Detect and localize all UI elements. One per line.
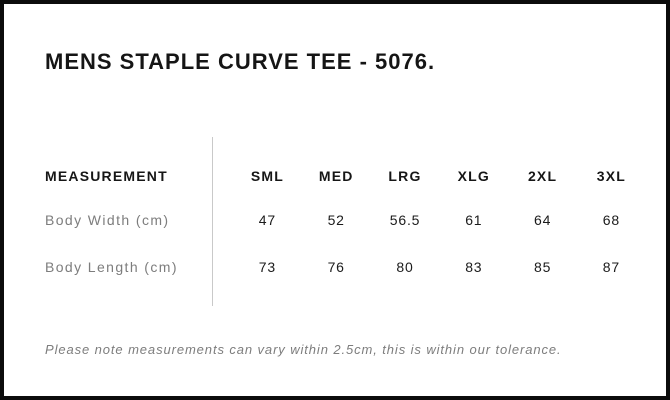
body-length-value-xlg: 83 (465, 259, 483, 275)
table-header-row (45, 166, 646, 186)
size-column-header-sml: SML (250, 168, 284, 184)
table-row-body-length (45, 257, 646, 277)
size-column-header-lrg: LRG (388, 168, 422, 184)
product-title: MENS STAPLE CURVE TEE - 5076. (45, 49, 436, 74)
measurement-column-header: MEASUREMENT (45, 168, 168, 184)
body-length-value-2xl: 85 (533, 259, 552, 275)
size-column-header-med: MED (318, 168, 354, 184)
size-header-group (233, 168, 646, 184)
body-length-value-3xl: 87 (602, 259, 620, 275)
row-label-body-length: Body Length (cm) (45, 259, 178, 275)
body-length-value-sml: 73 (258, 259, 276, 275)
body-width-value-sml: 47 (258, 212, 276, 228)
body-length-values-group (233, 259, 646, 275)
body-length-value-med: 76 (327, 259, 345, 275)
body-width-value-xlg: 61 (465, 212, 483, 228)
body-length-value-lrg: 80 (396, 259, 414, 275)
body-width-value-med: 52 (327, 212, 345, 228)
size-column-header-3xl: 3XL (596, 168, 627, 184)
body-width-values-group (233, 212, 646, 228)
body-width-value-2xl: 64 (533, 212, 552, 228)
table-row-body-width (45, 210, 646, 230)
tolerance-note: Please note measurements can vary within 2.5cm, this is within our tolerance. (45, 342, 562, 357)
body-width-value-lrg: 56.5 (389, 212, 421, 228)
size-column-header-xlg: XLG (457, 168, 490, 184)
size-column-header-2xl: 2XL (527, 168, 558, 184)
row-label-body-width: Body Width (cm) (45, 212, 170, 228)
body-width-value-3xl: 68 (602, 212, 620, 228)
